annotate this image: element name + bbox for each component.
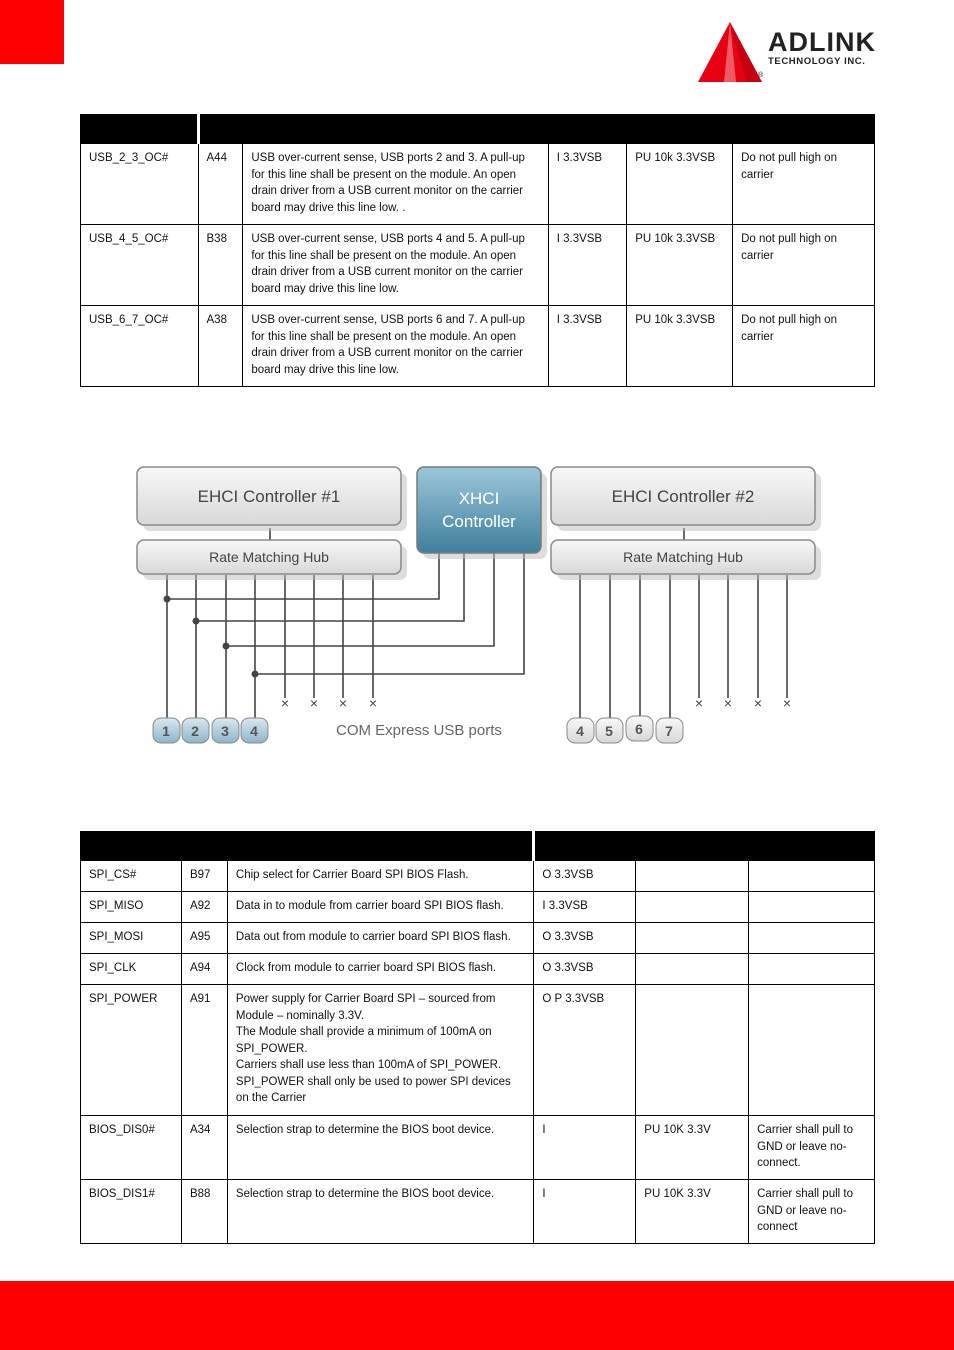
adlink-triangle-icon bbox=[696, 20, 764, 84]
pu-pd-cell: PU 10k 3.3VSB bbox=[627, 225, 733, 306]
io-cell: I 3.3VSB bbox=[548, 306, 626, 387]
port-number: 6 bbox=[635, 721, 643, 737]
io-cell: I 3.3VSB bbox=[548, 225, 626, 306]
x-mark: × bbox=[694, 695, 704, 711]
comment-cell: Carrier shall pull to GND or leave no-connect bbox=[749, 1180, 875, 1244]
signal-cell: SPI_CS# bbox=[81, 861, 182, 892]
logo-sub-text: TECHNOLOGY INC. bbox=[768, 56, 866, 67]
signal-cell: BIOS_DIS1# bbox=[81, 1180, 182, 1244]
io-cell: I bbox=[534, 1116, 636, 1180]
comment-cell: Do not pull high on carrier bbox=[733, 144, 875, 225]
description-line: Carriers shall use less than 100mA of SPI_POWER. SPI_POWER shall only be used to power SPI devices on the Carrier bbox=[235, 1059, 511, 1104]
description-cell: Clock from module to carrier board SPI BIOS flash. bbox=[227, 954, 533, 985]
pin-cell: B38 bbox=[198, 225, 243, 306]
port-number: 2 bbox=[191, 723, 199, 739]
description-cell: Selection strap to determine the BIOS boot device. bbox=[227, 1116, 533, 1180]
hub-right-label: Rate Matching Hub bbox=[623, 549, 743, 565]
table-row bbox=[81, 144, 875, 225]
logo-brand-text: ADLINK bbox=[768, 27, 876, 57]
table-row bbox=[81, 954, 875, 985]
description-cell: USB over-current sense, USB ports 2 and 3. A pull-up for this line shall be present on the module. An open drain driver from a USB current monitor on the carrier board may drive this line low. . bbox=[243, 144, 548, 225]
comment-cell bbox=[749, 923, 875, 954]
port-number: 1 bbox=[162, 723, 170, 739]
comment-cell bbox=[749, 985, 875, 1116]
pin-cell: A91 bbox=[181, 985, 227, 1116]
pu-pd-cell: PU 10K 3.3V bbox=[636, 1180, 749, 1244]
usb-oc-table bbox=[80, 114, 875, 387]
adlink-logo bbox=[696, 20, 908, 84]
registered-mark: ® bbox=[758, 72, 764, 79]
table-row bbox=[81, 306, 875, 387]
pin-cell: A94 bbox=[181, 954, 227, 985]
x-mark: × bbox=[782, 695, 792, 711]
comment-cell bbox=[749, 954, 875, 985]
x-mark: × bbox=[338, 695, 348, 711]
io-cell: O 3.3VSB bbox=[534, 861, 636, 892]
pin-cell: A95 bbox=[181, 923, 227, 954]
xhci-controller-box bbox=[417, 467, 541, 553]
table-row bbox=[81, 861, 875, 892]
signal-cell: SPI_MOSI bbox=[81, 923, 182, 954]
x-mark: × bbox=[280, 695, 290, 711]
ehci-controller-2-label: EHCI Controller #2 bbox=[611, 487, 755, 506]
port-number: 4 bbox=[576, 723, 584, 739]
description-cell: Chip select for Carrier Board SPI BIOS Flash. bbox=[227, 861, 533, 892]
pu-pd-cell bbox=[636, 892, 749, 923]
description-cell: Data out from module to carrier board SPI BIOS flash. bbox=[227, 923, 533, 954]
port-number: 5 bbox=[605, 723, 613, 739]
signal-cell: BIOS_DIS0# bbox=[81, 1116, 182, 1180]
pu-pd-cell bbox=[636, 861, 749, 892]
junction-dots bbox=[164, 596, 259, 678]
io-cell: O P 3.3VSB bbox=[534, 985, 636, 1116]
io-cell: O 3.3VSB bbox=[534, 923, 636, 954]
x-mark: × bbox=[309, 695, 319, 711]
io-cell: I bbox=[534, 1180, 636, 1244]
io-cell: I 3.3VSB bbox=[548, 144, 626, 225]
ehci-controller-1-label: EHCI Controller #1 bbox=[197, 487, 341, 506]
pin-cell: B88 bbox=[181, 1180, 227, 1244]
pu-pd-cell bbox=[636, 985, 749, 1116]
ports-caption: COM Express USB ports bbox=[336, 722, 502, 739]
pin-cell: A34 bbox=[181, 1116, 227, 1180]
signal-cell: USB_2_3_OC# bbox=[81, 144, 199, 225]
xhci-label-line1: XHCI bbox=[458, 489, 500, 508]
signal-cell: USB_6_7_OC# bbox=[81, 306, 199, 387]
pin-cell: A92 bbox=[181, 892, 227, 923]
io-cell: O 3.3VSB bbox=[534, 954, 636, 985]
pin-cell: A38 bbox=[198, 306, 243, 387]
pu-pd-cell bbox=[636, 923, 749, 954]
description-line: Power supply for Carrier Board SPI – sourced from Module – nominally 3.3V. bbox=[235, 993, 496, 1022]
port-number: 3 bbox=[221, 723, 229, 739]
usb-routing-diagram bbox=[130, 460, 830, 760]
table-row bbox=[81, 1116, 875, 1180]
x-mark: × bbox=[753, 695, 763, 711]
table-row bbox=[81, 923, 875, 954]
signal-cell: USB_4_5_OC# bbox=[81, 225, 199, 306]
page-footer-bar bbox=[0, 1281, 954, 1350]
table-row bbox=[81, 892, 875, 923]
table-row bbox=[81, 985, 875, 1116]
description-cell: Selection strap to determine the BIOS boot device. bbox=[227, 1180, 533, 1244]
table-header-row bbox=[81, 832, 875, 861]
spi-signal-table bbox=[80, 831, 875, 1244]
pin-cell: A44 bbox=[198, 144, 243, 225]
pu-pd-cell bbox=[636, 954, 749, 985]
hub-left-label: Rate Matching Hub bbox=[209, 549, 329, 565]
header-cell bbox=[81, 115, 199, 144]
comment-cell bbox=[749, 861, 875, 892]
description-line: The Module shall provide a minimum of 100mA on SPI_POWER. bbox=[235, 1026, 492, 1055]
header-cell bbox=[81, 832, 534, 861]
unused-port-marks bbox=[281, 695, 791, 711]
comment-cell: Carrier shall pull to GND or leave no-connect. bbox=[749, 1116, 875, 1180]
port-number: 7 bbox=[665, 723, 673, 739]
header-cell bbox=[198, 115, 874, 144]
table-header-row bbox=[81, 115, 875, 144]
pu-pd-cell: PU 10k 3.3VSB bbox=[627, 144, 733, 225]
pu-pd-cell: PU 10k 3.3VSB bbox=[627, 306, 733, 387]
table-row bbox=[81, 1180, 875, 1244]
x-mark: × bbox=[723, 695, 733, 711]
io-cell: I 3.3VSB bbox=[534, 892, 636, 923]
pin-cell: B97 bbox=[181, 861, 227, 892]
comment-cell: Do not pull high on carrier bbox=[733, 306, 875, 387]
description-cell: Data in to module from carrier board SPI BIOS flash. bbox=[227, 892, 533, 923]
description-cell bbox=[227, 985, 533, 1116]
table-row bbox=[81, 225, 875, 306]
pu-pd-cell: PU 10K 3.3V bbox=[636, 1116, 749, 1180]
port-number: 4 bbox=[250, 723, 258, 739]
signal-cell: SPI_MISO bbox=[81, 892, 182, 923]
comment-cell: Do not pull high on carrier bbox=[733, 225, 875, 306]
page-corner-tab bbox=[0, 0, 64, 64]
xhci-label-line2: Controller bbox=[442, 512, 516, 531]
description-cell: USB over-current sense, USB ports 4 and 5. A pull-up for this line shall be present on the module. An open drain driver from a USB current monitor on the carrier board may drive this line low. bbox=[243, 225, 548, 306]
signal-cell: SPI_CLK bbox=[81, 954, 182, 985]
description-cell: USB over-current sense, USB ports 6 and 7. A pull-up for this line shall be present on the module. An open drain driver from a USB current monitor on the carrier board may drive this line low. bbox=[243, 306, 548, 387]
signal-cell: SPI_POWER bbox=[81, 985, 182, 1116]
header-cell bbox=[534, 832, 875, 861]
comment-cell bbox=[749, 892, 875, 923]
x-mark: × bbox=[368, 695, 378, 711]
